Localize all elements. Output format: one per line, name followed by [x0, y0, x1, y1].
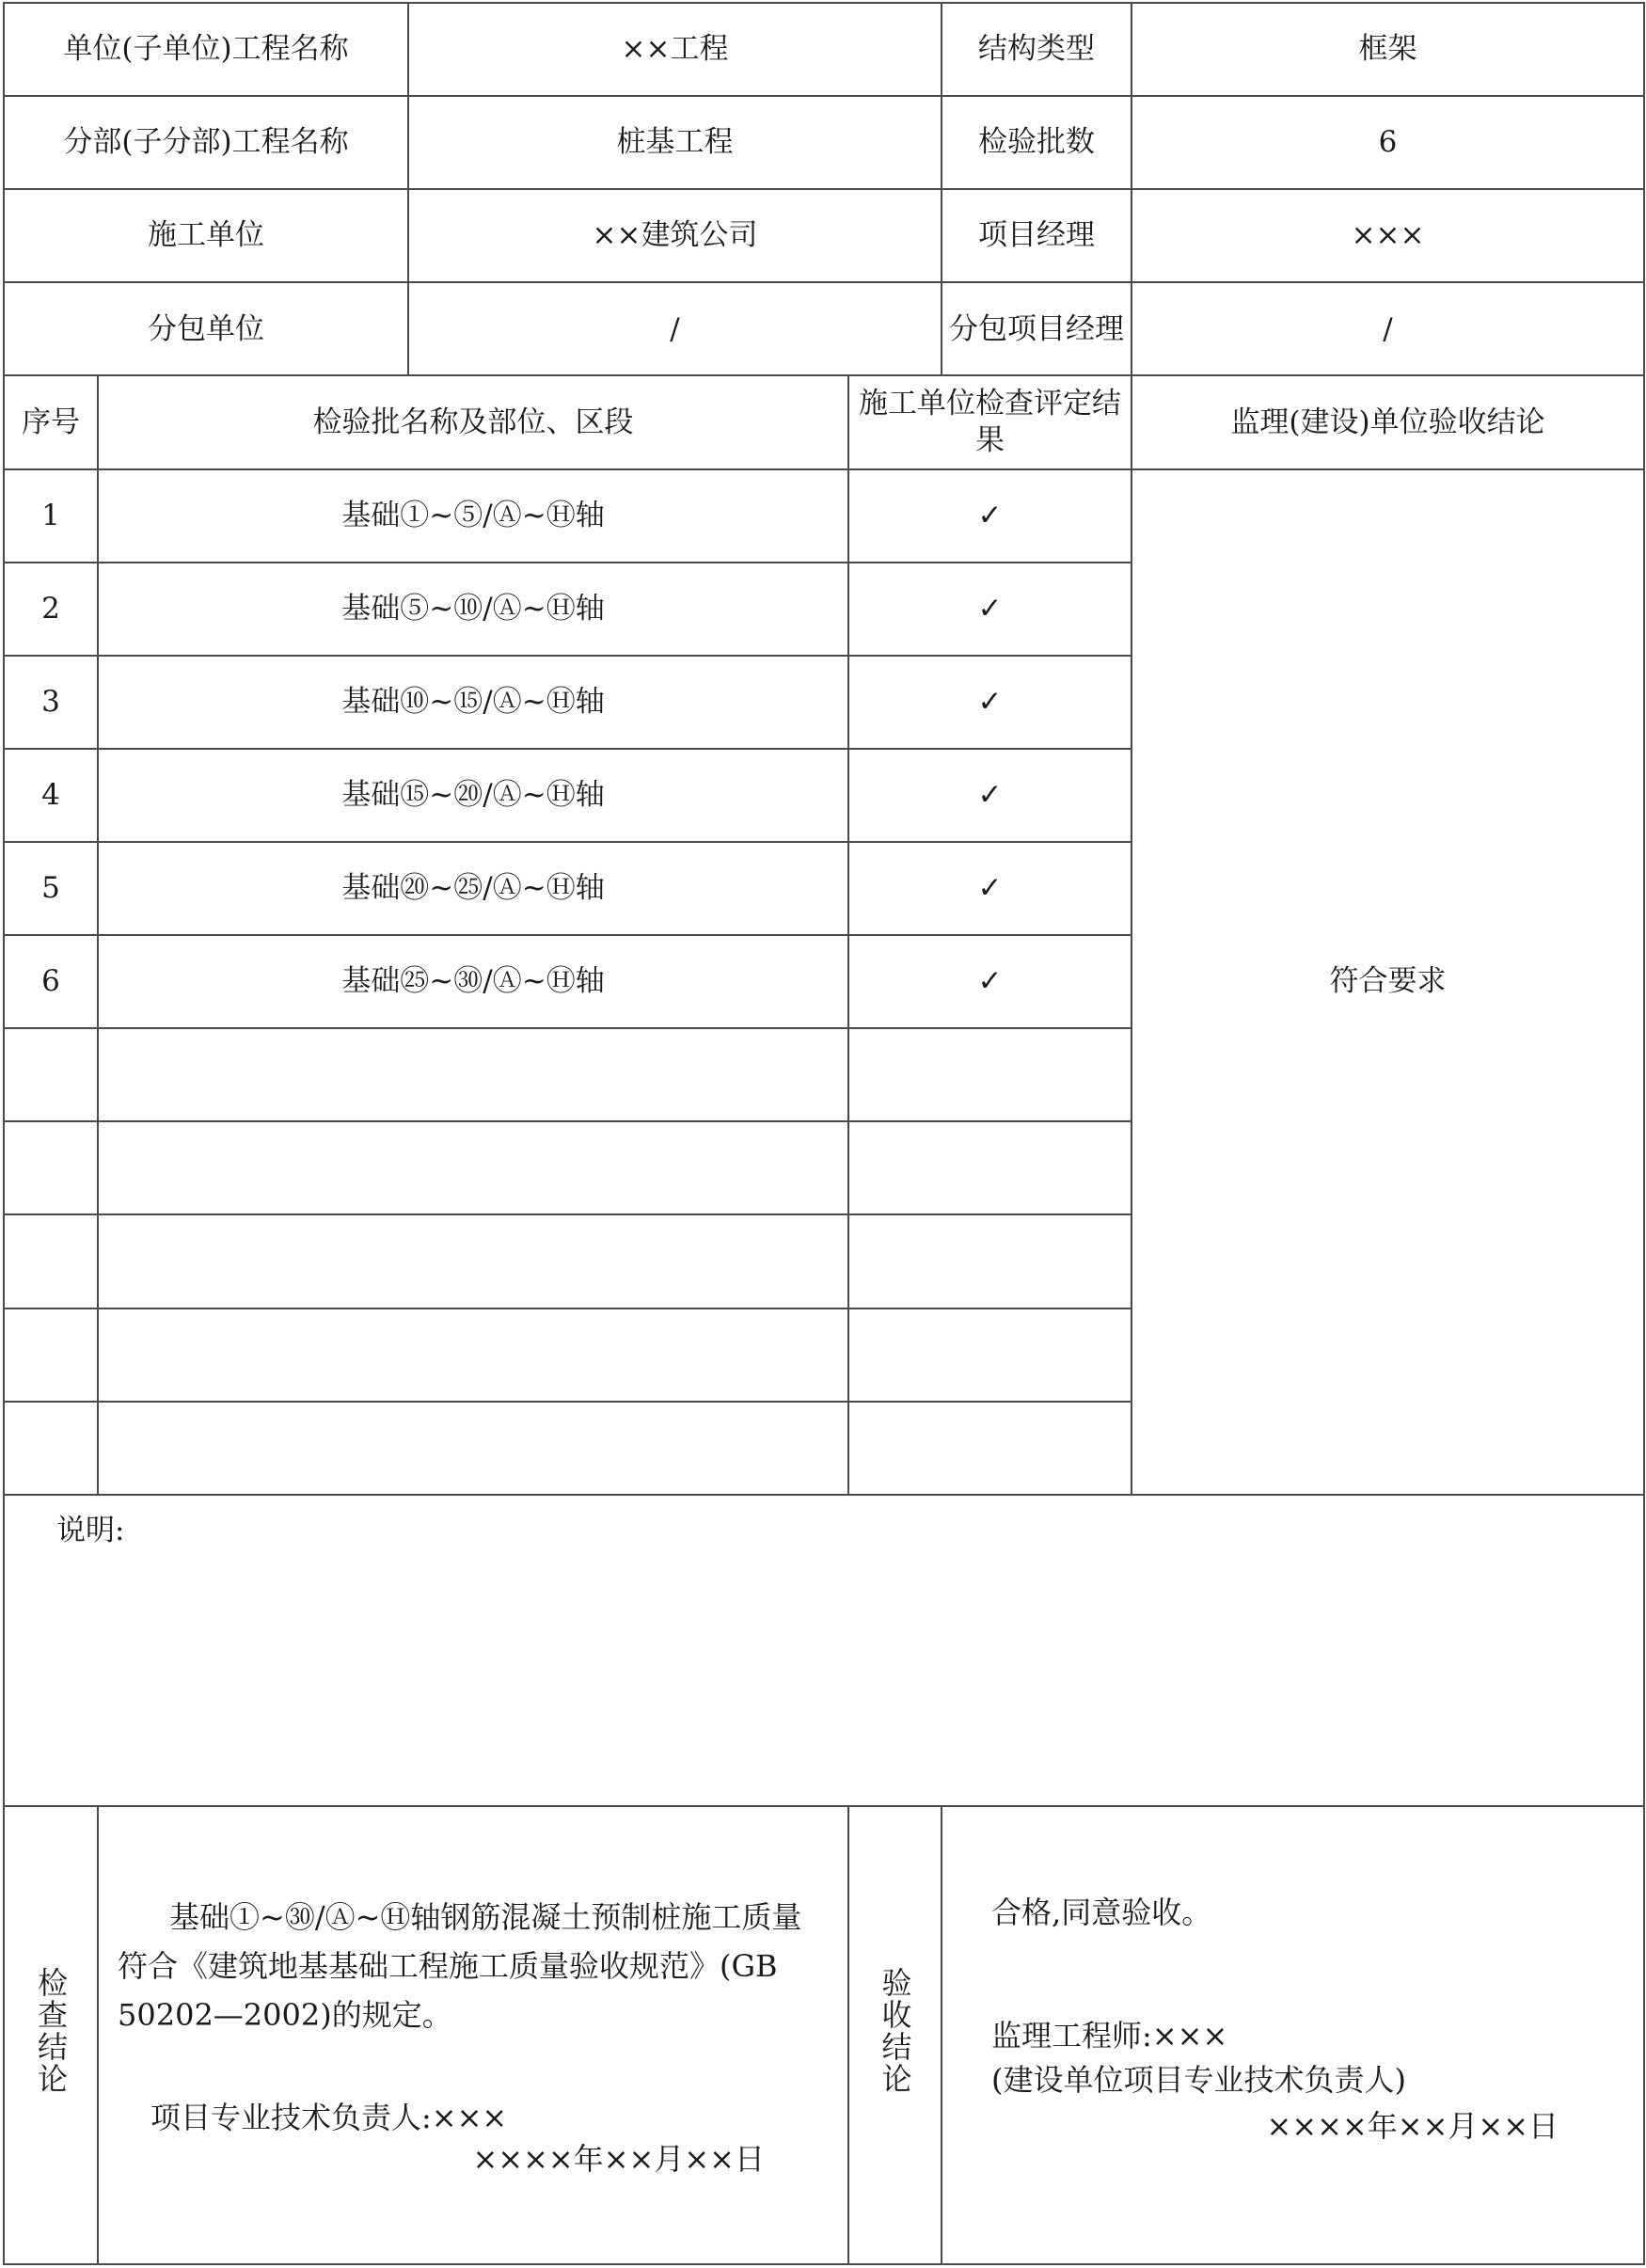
check-conclusion-text: 基础①~㉚/Ⓐ~Ⓗ轴钢筋混凝土预制桩施工质量符合《建筑地基基础工程施工质量验收规范》(GB 50202—2002)的规定。: [118, 1899, 802, 2033]
row-result: ✓: [848, 935, 1132, 1028]
row-batch-name: 基础①~⑤/Ⓐ~Ⓗ轴: [98, 469, 848, 563]
construction-unit-value: ××建筑公司: [408, 189, 942, 282]
batch-count-value: 6: [1132, 96, 1644, 189]
row-result: ✓: [848, 469, 1132, 563]
col-header-contractor-result: 施工单位检查评定结果: [848, 375, 1132, 468]
empty-cell: [4, 1028, 98, 1121]
header-row-subcontractor: [4, 282, 1644, 375]
structure-type-label: 结构类型: [942, 3, 1132, 96]
accept-date: ××××年××月××日: [1266, 2108, 1559, 2145]
sub-manager-value: /: [1132, 282, 1644, 375]
table-row: [4, 469, 1644, 563]
empty-cell: [4, 1308, 98, 1402]
empty-cell: [848, 1121, 1132, 1214]
project-manager-label: 项目经理: [942, 189, 1132, 282]
construction-unit-label: 施工单位: [4, 189, 408, 282]
row-seq: 5: [4, 842, 98, 935]
header-row-project: [4, 3, 1644, 96]
empty-cell: [4, 1402, 98, 1495]
conclusion-row: [4, 1806, 1644, 2264]
accept-conclusion-text: 合格,同意验收。: [991, 1895, 1212, 1931]
division-name-value: 桩基工程: [408, 96, 942, 189]
empty-cell: [4, 1121, 98, 1214]
subcontractor-value: /: [408, 282, 942, 375]
table-header-row: [4, 375, 1644, 468]
check-conclusion-content: [98, 1806, 848, 2264]
division-name-label: 分部(子分部)工程名称: [4, 96, 408, 189]
row-batch-name: 基础⑮~⑳/Ⓐ~Ⓗ轴: [98, 749, 848, 842]
accept-conclusion-label: 验收结论: [877, 1966, 913, 2095]
row-batch-name: 基础⑳~㉕/Ⓐ~Ⓗ轴: [98, 842, 848, 935]
acceptance-form-table: [3, 2, 1645, 2265]
row-seq: 3: [4, 656, 98, 749]
project-name-label: 单位(子单位)工程名称: [4, 3, 408, 96]
row-batch-name: 基础⑤~⑩/Ⓐ~Ⓗ轴: [98, 563, 848, 656]
batch-count-label: 检验批数: [942, 96, 1132, 189]
structure-type-value: 框架: [1132, 3, 1644, 96]
accept-signer-note: (建设单位项目专业技术负责人): [991, 2062, 1407, 2099]
sub-manager-label: 分包项目经理: [942, 282, 1132, 375]
row-seq: 6: [4, 935, 98, 1028]
col-header-supervisor-result: 监理(建设)单位验收结论: [1132, 375, 1644, 468]
check-date: ××××年××月××日: [472, 2140, 765, 2177]
project-name-value: ××工程: [408, 3, 942, 96]
accept-conclusion-content: [942, 1806, 1644, 2264]
empty-cell: [98, 1214, 848, 1308]
col-header-seq: 序号: [4, 375, 98, 468]
empty-cell: [98, 1121, 848, 1214]
empty-cell: [98, 1308, 848, 1402]
empty-cell: [848, 1308, 1132, 1402]
empty-cell: [98, 1028, 848, 1121]
check-conclusion-label-cell: [4, 1806, 98, 2264]
empty-cell: [4, 1214, 98, 1308]
row-batch-name: 基础㉕~㉚/Ⓐ~Ⓗ轴: [98, 935, 848, 1028]
subcontractor-label: 分包单位: [4, 282, 408, 375]
note-row: [4, 1495, 1644, 1806]
note-label: 说明:: [4, 1495, 1644, 1806]
project-manager-value: ×××: [1132, 189, 1644, 282]
empty-cell: [848, 1214, 1132, 1308]
row-result: ✓: [848, 656, 1132, 749]
empty-cell: [848, 1402, 1132, 1495]
header-row-division: [4, 96, 1644, 189]
row-seq: 2: [4, 563, 98, 656]
row-result: ✓: [848, 842, 1132, 935]
accept-conclusion-label-cell: [848, 1806, 942, 2264]
row-batch-name: 基础⑩~⑮/Ⓐ~Ⓗ轴: [98, 656, 848, 749]
row-result: ✓: [848, 563, 1132, 656]
empty-cell: [98, 1402, 848, 1495]
supervisor-conclusion: 符合要求: [1132, 469, 1644, 1495]
accept-signer: 监理工程师:×××: [991, 2018, 1228, 2054]
row-seq: 1: [4, 469, 98, 563]
header-row-construction: [4, 189, 1644, 282]
check-signer: 项目专业技术负责人:×××: [150, 2099, 508, 2135]
row-seq: 4: [4, 749, 98, 842]
check-conclusion-label: 检查结论: [33, 1966, 69, 2095]
empty-cell: [848, 1028, 1132, 1121]
row-result: ✓: [848, 749, 1132, 842]
col-header-batch: 检验批名称及部位、区段: [98, 375, 848, 468]
